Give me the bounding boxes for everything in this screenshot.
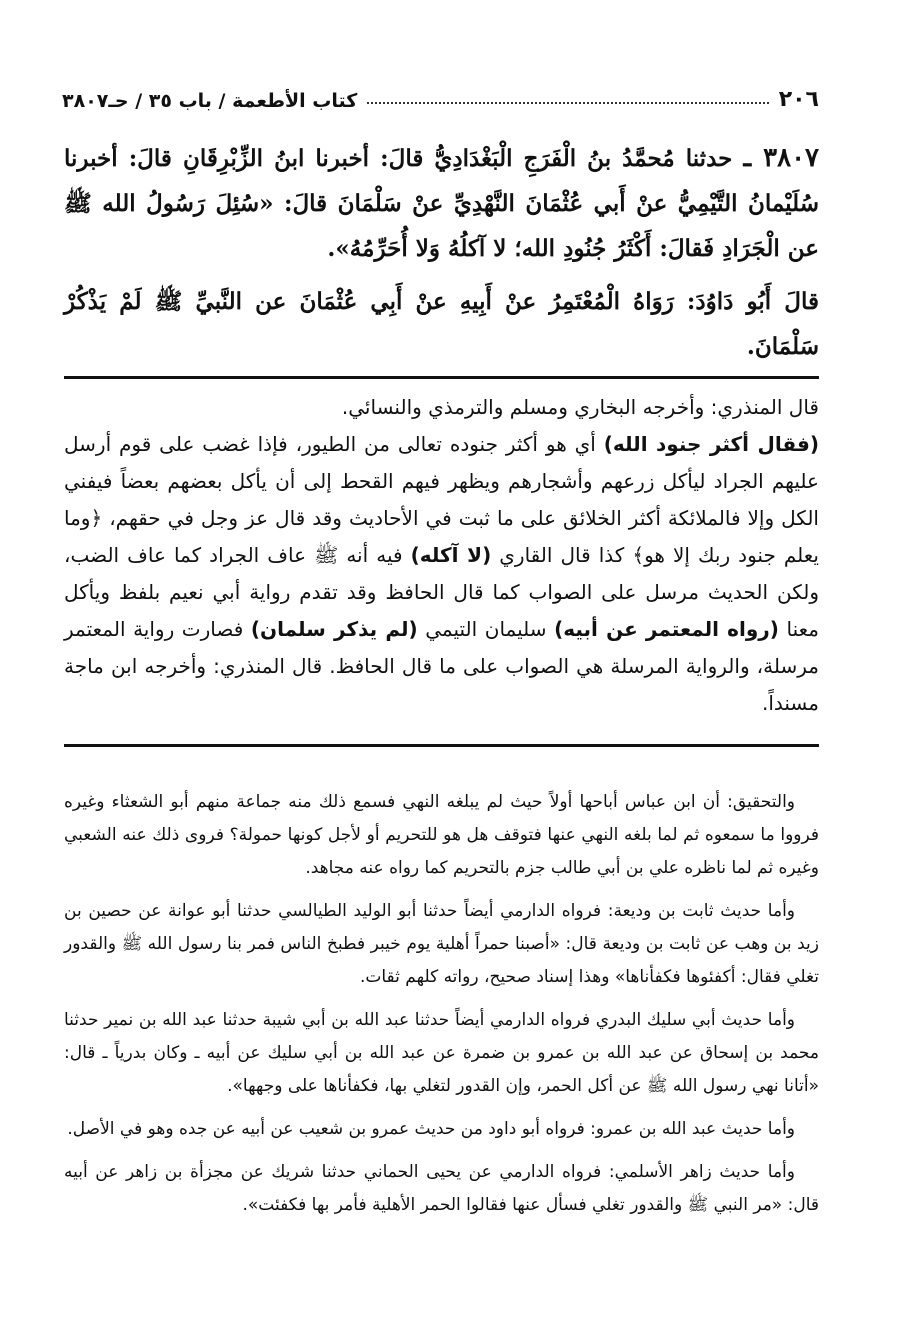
page-number: ٢٠٦ (778, 87, 819, 112)
commentary-text: فيه أنه ﷺ عاف الجراد كما عاف الضب، ولكن الحديث مرسل على الصواب كما قال الحافظ وقد تقدم رواية أبي نعيم بلفظ ويأكل معنا (64, 543, 820, 641)
commentary-text: فصارت رواية المعتمر مرسلة، والرواية المرسلة هي الصواب على ما قال الحافظ. قال المنذري: وأخرجه ابن ماجة مسنداً. (64, 617, 819, 715)
quoted-phrase: (لا آكله) (410, 543, 492, 567)
header-dotted-leader (367, 102, 768, 104)
footnote-paragraph: وأما حديث زاهر الأسلمي: فرواه الدارمي عن يحيى الحماني حدثنا شريك عن مجزأة بن زاهر عن أبيه قال: «مر النبي ﷺ والقدور تغلي فسأل عنها فقالوا الحمر الأهلية فأمر بها فكفئت». (64, 1162, 819, 1215)
commentary-text: أي هو أكثر جنوده تعالى من الطيور، فإذا غضب على قوم أرسل عليهم الجراد ليأكل زرعهم وأشجارهم ويظهر فيهم القحط إلى أن يأكل بعضهم بعضاً فيفني الكل وإلا فالملائكة أكثر الخلائق على ما ثبت في الأحاديث وقد قال عز وجل في حقهم، ﴿وما يعلم جنود ربك إلا هو﴾ كذا قال القاري (64, 432, 820, 567)
hadith-paragraph (64, 136, 819, 271)
commentary-paragraph (64, 426, 819, 722)
quoted-phrase: (فقال أكثر جنود الله) (603, 432, 819, 456)
hadith-body: حدثنا مُحمَّدُ بنُ الْفَرَجِ الْبَغْدَادِيُّ قالَ: أخبرنا ابنُ الزِّبْرِقَانِ قالَ: أخبرنا سُلَيْمانُ التَّيْمِيُّ عنْ أَبي عُثْمَانَ النَّهْدِيِّ عنْ سَلْمَانَ قالَ: «سُئِلَ رَسُولُ الله ﷺ عن الْجَرَادِ فَقالَ: أَكْثَرُ جُنُودِ الله؛ لا آكلُهُ وَلا أُحَرِّمُهُ». (64, 145, 819, 262)
hadith-number: ٣٨٠٧ ـ (743, 143, 820, 173)
abu-dawud-note: قالَ أَبُو دَاوُدَ: رَوَاهُ الْمُعْتَمِرُ عنْ أَبِيهِ عنْ أَبِي عُثْمَانَ عن النَّبيِّ ﷺ لَمْ يَذْكُرْ سَلْمَانَ. (64, 288, 819, 360)
footnote-paragraph: والتحقيق: أن ابن عباس أباحها أولاً حيث لم يبلغه النهي فسمع ذلك منه جماعة منهم أبو الشعثاء وغيره فرووا ما سمعوه ثم لما بلغه النهي عنها فتوقف هل هو للتحريم أو لأجل كونها حمولة؟ فروى ذلك عنه الشعبي وغيره ثم لما ناظره علي بن أبي طالب جزم بالتحريم كما رواه عنه مجاهد. (64, 792, 819, 878)
quoted-phrase: (رواه المعتمر عن أبيه) (554, 617, 779, 641)
running-title: كتاب الأطعمة / باب ٣٥ / حـ٣٨٠٧ (62, 90, 358, 112)
quoted-phrase: (لم يذكر سلمان) (250, 617, 418, 641)
commentary-text: سليمان التيمي (417, 617, 555, 641)
section-divider (64, 376, 819, 379)
footnotes (64, 786, 819, 1232)
footnote-divider (64, 744, 819, 747)
page-header (62, 76, 819, 112)
mundhiri-line: قال المنذري: وأخرجه البخاري ومسلم والترمذي والنسائي. (341, 395, 819, 419)
footnote-paragraph: وأما حديث أبي سليك البدري فرواه الدارمي أيضاً حدثنا عبد الله بن أبي شيبة حدثنا عبد الله بن نمير حدثنا محمد بن إسحاق عن عبد الله بن عمرو بن ضمرة عن عبد الله بن أبي سليك عن أبيه ـ وكان بدرياً ـ قال: «أتانا نهي رسول الله ﷺ عن أكل الحمر، وإن القدور لتغلي بها، فكفأناها على وجهها». (64, 1010, 819, 1096)
footnote-paragraph: وأما حديث عبد الله بن عمرو: فرواه أبو داود من حديث عمرو بن شعيب عن أبيه عن جده وهو في الأصل. (67, 1119, 795, 1139)
hadith-text (64, 136, 819, 377)
commentary (64, 389, 819, 722)
footnote-paragraph: وأما حديث ثابت بن وديعة: فرواه الدارمي أيضاً حدثنا أبو الوليد الطيالسي حدثنا أبو عوانة عن حصين بن زيد بن وهب عن ثابت بن وديعة قال: «أصبنا حمراً أهلية يوم خيبر فطبخ الناس فمر بنا رسول الله ﷺ والقدور تغلي فقال: أكفئوها فكفأناها» وهذا إسناد صحيح، رواته كلهم ثقات. (64, 901, 819, 987)
